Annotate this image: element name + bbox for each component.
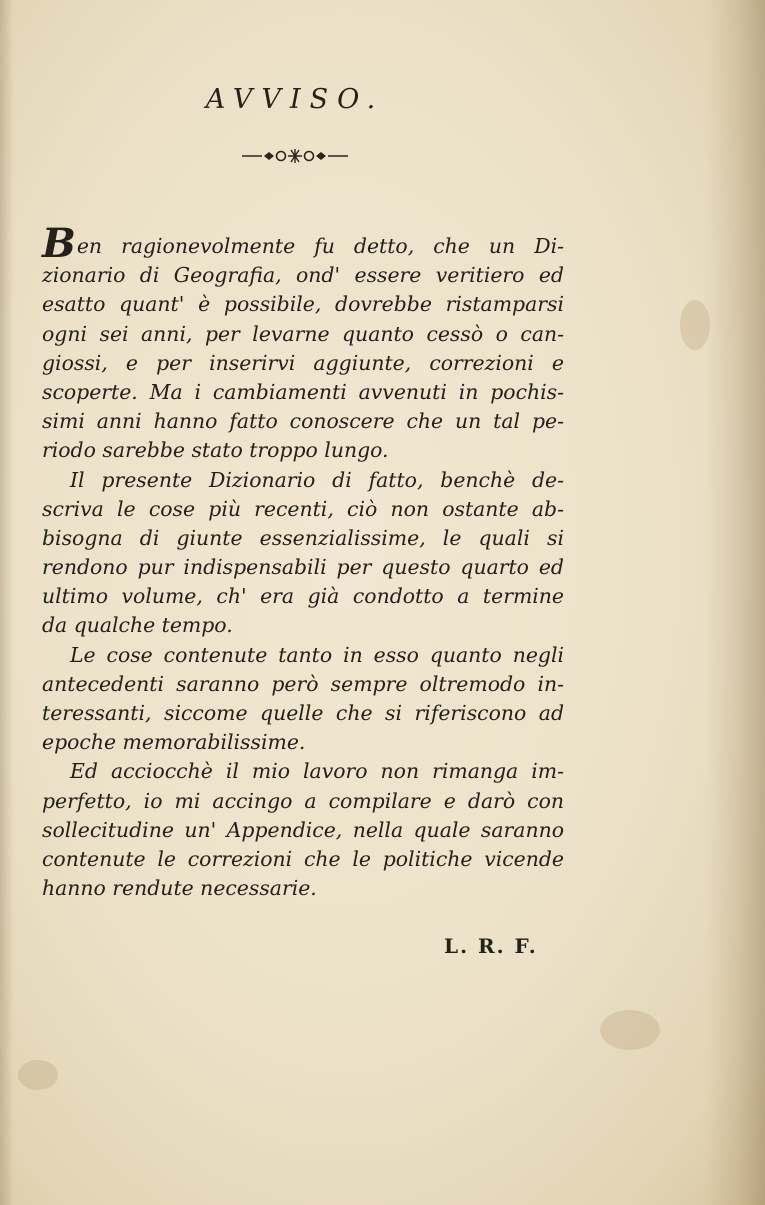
page-right-edge-shadow — [705, 0, 765, 1205]
text-line: sollecitudine un' Appendice, nella quale saranno — [42, 817, 564, 842]
paper-stain — [600, 1010, 660, 1050]
text-line: scoperte. Ma i cambiamenti avvenuti in pochis- — [42, 379, 564, 404]
drop-cap: B — [42, 220, 76, 267]
text-line: teressanti, siccome quelle che si riferiscono ad — [42, 701, 564, 725]
page-left-edge-shadow — [0, 0, 14, 1205]
text-line: bisogna di giunte essenzialissime, le quali si — [42, 525, 564, 550]
paper-stain — [18, 1060, 58, 1090]
line-text: en ragionevolmente fu detto, che un Di- — [76, 234, 564, 258]
text-line: antecedenti saranno però sempre oltremodo in- — [42, 671, 564, 696]
text-line: da qualche tempo. — [42, 613, 233, 638]
text-line: Ed acciocchè il mio lavoro non rimanga im- — [70, 759, 564, 784]
text-line: Il presente Dizionario di fatto, benchè de- — [70, 467, 564, 492]
text-line: esatto quant' è possibile, dovrebbe ristamparsi — [42, 292, 564, 317]
text-line: ogni sei anni, per levarne quanto cessò o can- — [42, 321, 564, 346]
text-line: hanno rendute necessarie. — [42, 876, 317, 901]
text-line: perfetto, io mi accingo a compilare e darò con — [42, 788, 564, 813]
text-line: ultimo volume, ch' era già condotto a termine — [42, 584, 564, 609]
text-line: Le cose contenute tanto in esso quanto negli — [70, 642, 564, 667]
text-line: zionario di Geografia, ond' essere veritiero ed — [42, 263, 564, 288]
page-title: AVVISO. — [205, 84, 385, 115]
text-line: contenute le correzioni che le politiche vicende — [42, 846, 564, 871]
signature-initials: L. R. F. — [444, 934, 538, 958]
paper-stain — [680, 300, 710, 350]
decorative-rule-ornament — [240, 146, 350, 166]
text-line — [42, 220, 564, 267]
text-line: scriva le cose più recenti, ciò non ostante ab- — [42, 496, 564, 521]
text-line: rendono pur indispensabili per questo quarto ed — [42, 555, 564, 580]
notice-body — [42, 220, 564, 903]
text-line: giossi, e per inserirvi aggiunte, correzioni e — [42, 350, 564, 375]
text-line: epoche memorabilissime. — [42, 730, 306, 755]
text-line: simi anni hanno fatto conoscere che un tal pe- — [42, 409, 564, 434]
text-line: riodo sarebbe stato troppo lungo. — [42, 438, 389, 463]
